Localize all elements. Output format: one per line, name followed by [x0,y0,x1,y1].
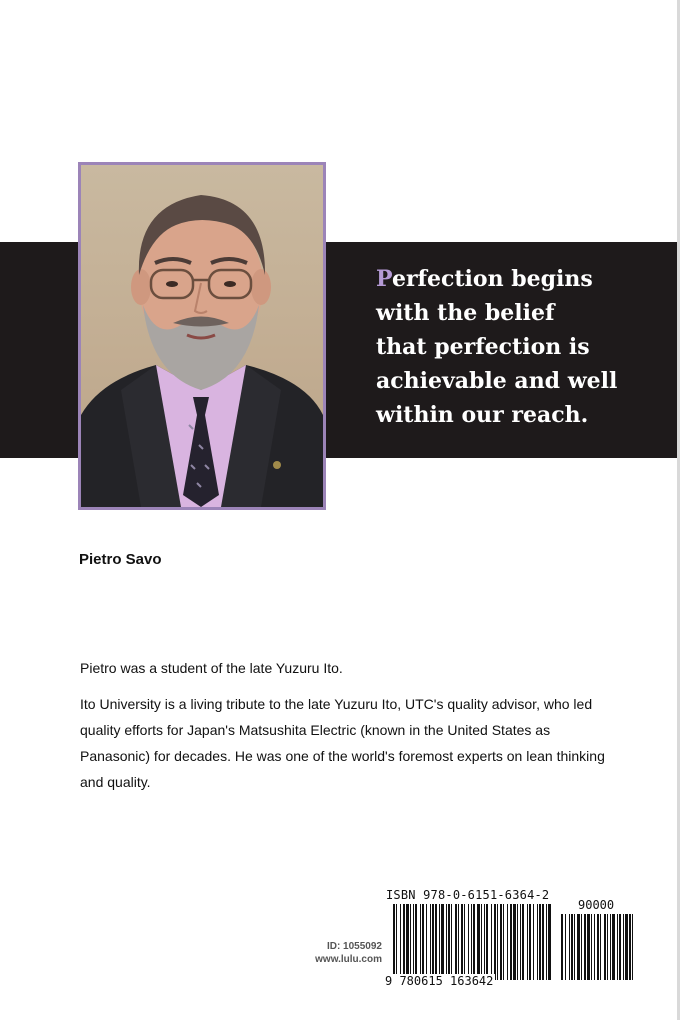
quote-line-5: within our reach. [376,402,589,428]
addon-bar [577,914,580,980]
barcode-bar [503,904,504,980]
isbn-label: ISBN 978-0-6151-6364-2 [386,888,550,902]
barcode-bar [455,904,457,980]
barcode-bar [406,904,409,980]
addon-bar [581,914,582,980]
quote-line-1-text: erfection begins [391,266,593,292]
addon-bar [597,914,599,980]
barcode-bar [435,904,437,980]
barcode-bar [542,904,544,980]
barcode-bar [517,904,518,980]
author-bio [80,655,620,805]
barcode-bar [426,904,427,980]
barcode-bar [458,904,459,980]
barcode-bar [415,904,417,980]
barcode-bar [491,904,492,980]
quote-line-1 [376,262,666,296]
addon-bar [625,914,628,980]
author-name: Pietro Savo [79,551,162,568]
isbn-barcode [383,888,638,998]
barcode-bar [471,904,472,980]
barcode-bar [473,904,475,980]
addon-bar [610,914,611,980]
barcode-bar [420,904,421,980]
barcode-bar [486,904,488,980]
barcode-bar [413,904,414,980]
barcode-bar [422,904,424,980]
quote-dropcap: P [376,266,392,292]
addon-bar [587,914,590,980]
addon-bar [617,914,618,980]
addon-bar [591,914,592,980]
barcode-bar [548,904,551,980]
addon-bar [623,914,624,980]
addon-bar [594,914,595,980]
publisher-url: www.lulu.com [315,954,382,965]
barcode-bar [484,904,485,980]
publisher-info [290,940,382,966]
barcode-bar [539,904,541,980]
barcode-bar [546,904,547,980]
addon-bar [612,914,615,980]
barcode-bar [396,904,397,980]
barcode-bar [529,904,531,980]
addon-bar [619,914,621,980]
quote-line-4: achievable and well [376,368,618,394]
addon-bar [607,914,608,980]
barcode-bar [527,904,528,980]
barcode-bar [400,904,401,980]
addon-bar [584,914,586,980]
barcode-bar [451,904,452,980]
barcode-bar [430,904,431,980]
author-portrait-illustration [81,165,323,507]
publisher-id: ID: 1055092 [326,941,382,952]
barcode-bar [533,904,534,980]
barcode-bar [393,904,395,980]
barcode-bar [522,904,524,980]
pull-quote [376,262,666,432]
barcode-bar [448,904,450,980]
ean-digits: 9 780615 163642 [385,974,494,988]
barcode-bar [468,904,469,980]
barcode-bar [494,904,496,980]
bio-paragraph-1: Pietro was a student of the late Yuzuru Ito. [80,660,343,676]
barcode-bar [520,904,521,980]
price-addon-label: 90000 [578,898,615,912]
quote-line-3: that perfection is [376,334,590,360]
barcode-bar [477,904,480,980]
addon-bar [569,914,570,980]
barcode-bar [464,904,465,980]
barcode-bar [537,904,538,980]
addon-bar [632,914,633,980]
addon-bar [600,914,601,980]
addon-bar [629,914,631,980]
barcode-bar [410,904,411,980]
addon-bar [604,914,606,980]
barcode-bar [513,904,516,980]
barcode-bar [446,904,447,980]
barcode-bar [497,904,498,980]
addon-bar [574,914,575,980]
barcode-bar [439,904,440,980]
barcode-bar [403,904,405,980]
barcode-bar [441,904,444,980]
addon-bar [565,914,566,980]
addon-bar [571,914,573,980]
addon-bar [561,914,563,980]
barcode-bar [507,904,508,980]
bio-paragraph-2: Ito University is a living tribute to the late Yuzuru Ito, UTC's quality advisor, who led quality efforts for Japan's Matsushita Electric (known in the United States as Panasonic) for decades. He was one of the world's foremost experts on lean thinking and quality. [80,696,605,790]
barcode-bar [432,904,434,980]
barcode-bar [461,904,463,980]
author-photo [81,165,323,507]
quote-line-2: with the belief [376,300,555,326]
barcode-bar [510,904,512,980]
barcode-bar [481,904,482,980]
barcode-bar [500,904,502,980]
author-photo-frame [78,162,326,510]
